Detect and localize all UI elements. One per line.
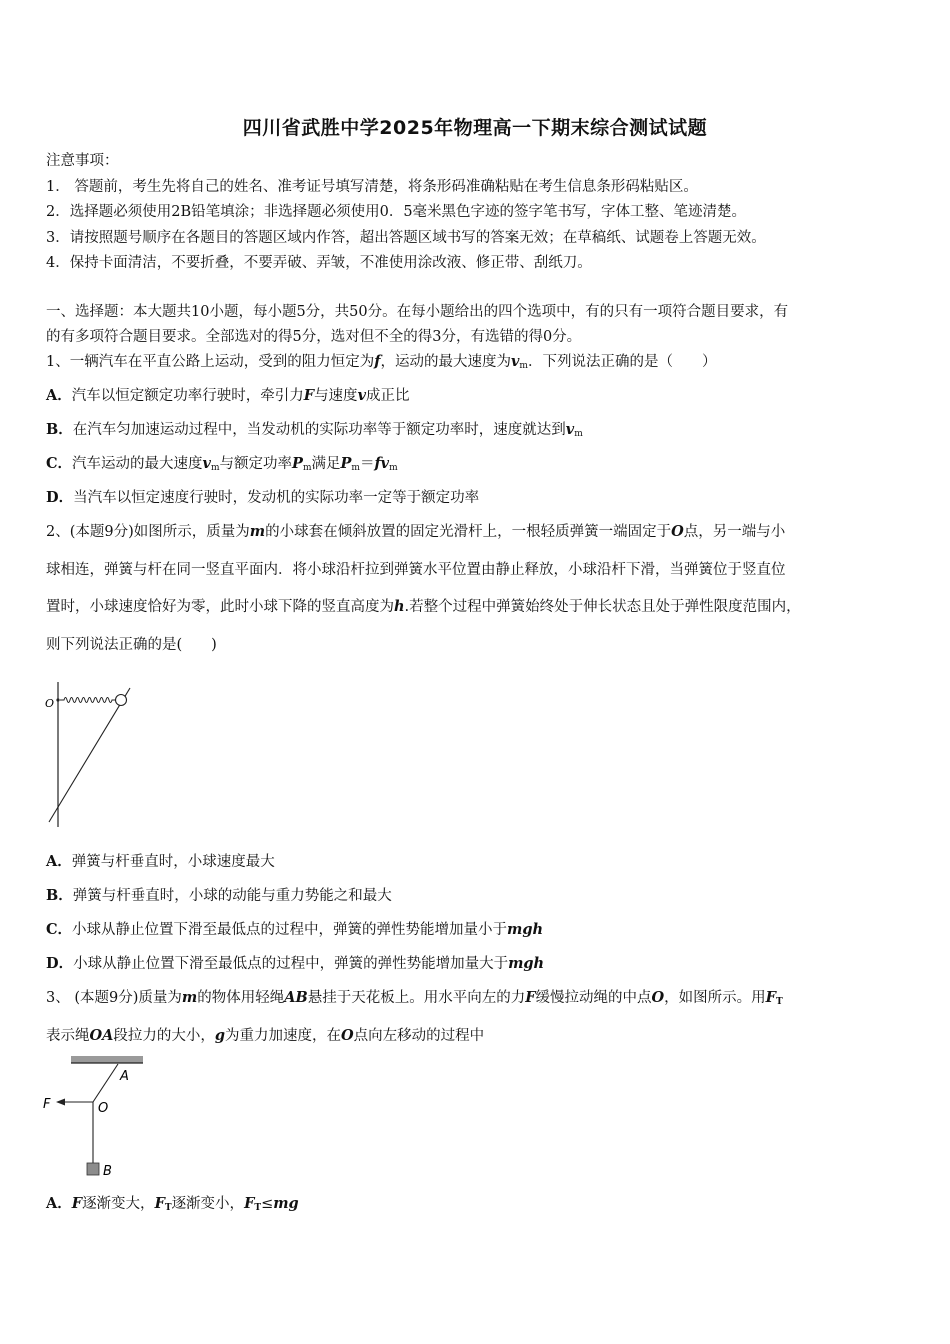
q2-a-text: 弹簧与杆垂直时，小球速度最大	[71, 854, 275, 870]
q2-l3-h: h	[394, 598, 405, 615]
q1-c-fv: fv	[374, 455, 390, 472]
q1-option-d	[46, 488, 916, 508]
section-intro-line-2: 的有多项符合题目要求。全部选对的得5分，选对但不全的得3分，有选错的得0分。	[46, 329, 582, 345]
q1-c-text-2: 与额定功率	[219, 456, 293, 472]
q3-l1-a: 3、 (本题9分)质量为	[46, 990, 182, 1006]
q2-O-point	[56, 698, 59, 701]
q1-c-text-1: 汽车运动的最大速度	[72, 456, 203, 472]
q1-stem-m: m	[519, 361, 528, 371]
q3-fig-O-label: O	[98, 1101, 109, 1116]
q3-l1-O: O	[651, 989, 665, 1006]
notice-item-2: 2．选择题必须使用2B铅笔填涂；非选择题必须使用0．5毫米黑色字迹的签字笔书写，字体工整、笔迹清楚。	[46, 204, 747, 220]
q1-b-m: m	[574, 429, 583, 439]
q1-option-c-label: C．	[46, 455, 73, 472]
q3-ceiling	[71, 1056, 143, 1063]
q3-l2-a: 表示绳	[46, 1028, 90, 1044]
q1-c-text-3: 满足	[311, 456, 341, 472]
q2-option-b	[46, 886, 916, 906]
q3-fig-F-label: F	[43, 1097, 51, 1112]
q2-l1-b: 的小球套在倾斜放置的固定光滑杆上，一根轻质弹簧一端固定于	[265, 524, 672, 540]
q3-stem-line-1	[46, 988, 916, 1012]
q2-l1-c: 点，另一端与小	[683, 524, 786, 540]
notice-heading: 注意事项：	[46, 153, 119, 169]
q2-l1-m: m	[249, 523, 266, 540]
q1-c-pm: m	[302, 463, 312, 473]
q3-l1-b: 的物体用轻绳	[197, 990, 285, 1006]
q3-a-F: F	[71, 1195, 83, 1212]
q3-option-a-label: A．	[46, 1195, 72, 1212]
q2-stem-line-2: 球相连，弹簧与杆在同一竖直平面内．将小球沿杆拉到弹簧水平位置由静止释放，小球沿杆下滑，当弹簧位于竖直位	[46, 562, 786, 578]
q2-stem-line-1	[46, 522, 916, 542]
q3-l2-O: O	[341, 1027, 354, 1044]
q3-l1-e: ，如图所示。用	[664, 990, 766, 1006]
q1-b-text-1: 在汽车匀加速运动过程中，当发动机的实际功率等于额定功率时，速度就达到	[72, 422, 566, 438]
q2-option-b-label: B．	[46, 887, 73, 904]
q1-stem	[46, 352, 916, 376]
q1-c-m2: m	[389, 463, 398, 473]
q3-a-T: T	[164, 1203, 172, 1213]
q1-c-P2: P	[340, 455, 352, 472]
q1-a-F: F	[303, 387, 315, 404]
q1-option-c	[46, 454, 916, 478]
q3-l1-T: T	[775, 997, 783, 1007]
q1-c-v: v	[202, 455, 211, 472]
q3-l1-c: 悬挂于天花板上。用水平向左的力	[307, 990, 526, 1006]
q3-stem-line-2	[46, 1026, 916, 1046]
q1-c-eq: ＝	[359, 456, 375, 472]
q1-b-v: v	[565, 421, 575, 438]
q3-l1-AB: AB	[284, 989, 308, 1006]
q3-l1-d: 缓慢拉动绳的中点	[535, 990, 652, 1006]
q2-spring	[60, 698, 115, 703]
q2-stem-line-3	[46, 597, 916, 617]
q1-stem-v: v	[510, 353, 520, 370]
q2-ball	[116, 695, 127, 706]
q1-a-text-3: 成正比	[366, 388, 410, 404]
q3-l1-FT: F	[765, 989, 776, 1006]
q2-option-a	[46, 852, 916, 872]
q3-l2-c: 为重力加速度，在	[225, 1028, 342, 1044]
notice-item-1: 1． 答题前，考生先将自己的姓名、准考证号填写清楚，将条形码准确粘贴在考生信息条形码粘贴区。	[46, 179, 698, 195]
q3-block-B	[87, 1163, 99, 1175]
q2-option-c-label: C．	[46, 921, 73, 938]
q3-figure	[38, 1052, 158, 1182]
q3-a-T2: T	[254, 1203, 262, 1213]
q3-l2-g: g	[214, 1027, 226, 1044]
q1-stem-f: f	[374, 353, 381, 370]
q1-a-text-2: 与速度	[314, 388, 358, 404]
q3-fig-B-label: B	[103, 1164, 112, 1179]
q3-fig-A-label: A	[120, 1069, 129, 1084]
q2-option-a-label: A．	[46, 853, 72, 870]
q2-option-d	[46, 954, 916, 974]
exam-title: 四川省武胜中学2025年物理高一下期末综合测试试题	[242, 117, 708, 139]
q3-option-a	[46, 1194, 916, 1218]
section-intro-line-1: 一、选择题：本大题共10小题，每小题5分，共50分。在每小题给出的四个选项中，有的只有一项符合题目要求，有	[46, 304, 789, 320]
q1-option-b	[46, 420, 916, 444]
q1-stem-text-b: ，运动的最大速度为	[380, 354, 511, 370]
q3-arrow-head	[56, 1099, 65, 1106]
q2-d-text: 小球从静止位置下滑至最低点的过程中，弹簧的弹性势能增加量大于	[73, 956, 509, 972]
q1-c-pm2: m	[351, 463, 360, 473]
q2-fig-O-label: O	[45, 697, 55, 710]
q1-stem-text-c: ．下列说法正确的是（ ）	[527, 354, 717, 370]
q3-a-le: ≤	[261, 1196, 274, 1212]
q1-option-a-label: A．	[46, 387, 72, 404]
notice-item-4: 4．保持卡面清洁，不要折叠，不要弄破、弄皱，不准使用涂改液、修正带、刮纸刀。	[46, 255, 592, 271]
q3-l1-F: F	[525, 989, 536, 1006]
q3-a-mg: mg	[273, 1195, 299, 1212]
q2-c-text: 小球从静止位置下滑至最低点的过程中，弹簧的弹性势能增加量小于	[72, 922, 508, 938]
q1-a-v: v	[357, 387, 366, 404]
q2-d-mgh: mgh	[508, 955, 545, 972]
q3-a-text-2: 逐渐变小，	[171, 1196, 245, 1212]
q1-a-text-1: 汽车以恒定额定功率行驶时，牵引力	[71, 388, 304, 404]
q2-option-c	[46, 920, 916, 940]
q3-a-FT2: F	[244, 1195, 255, 1212]
q3-l2-d: 点向左移动的过程中	[353, 1028, 485, 1044]
q1-stem-text-a: 1、一辆汽车在平直公路上运动，受到的阻力恒定为	[46, 354, 375, 370]
q2-l1-a: 2、(本题9分)如图所示，质量为	[46, 524, 250, 540]
q1-c-m: m	[210, 463, 220, 473]
q1-option-a	[46, 386, 916, 406]
q3-a-FT: F	[154, 1195, 165, 1212]
q2-figure	[40, 682, 140, 832]
q2-option-d-label: D．	[46, 955, 74, 972]
q1-c-P: P	[292, 455, 303, 472]
q3-l2-b: 段拉力的大小，	[113, 1028, 215, 1044]
notice-item-3: 3．请按照题号顺序在各题目的答题区域内作答，超出答题区域书写的答案无效；在草稿纸、试题卷上答题无效。	[46, 230, 766, 246]
q2-l3-b: .若整个过程中弹簧始终处于伸长状态且处于弹性限度范围内，	[404, 599, 801, 615]
q1-option-b-label: B．	[46, 421, 73, 438]
q2-l3-a: 置时，小球速度恰好为零，此时小球下降的竖直高度为	[46, 599, 394, 615]
q2-c-mgh: mgh	[507, 921, 544, 938]
q2-stem-line-4: 则下列说法正确的是( )	[46, 637, 217, 653]
q3-l1-m: m	[181, 989, 198, 1006]
q3-rope-OA	[93, 1064, 118, 1102]
q2-incline-rod	[49, 688, 130, 822]
q1-option-d-label: D．	[46, 489, 74, 506]
q3-a-text-1: 逐渐变大，	[82, 1196, 155, 1212]
q2-l1-O: O	[671, 523, 684, 540]
q3-l2-OA: OA	[89, 1027, 114, 1044]
q1-d-text: 当汽车以恒定速度行驶时，发动机的实际功率一定等于额定功率	[73, 490, 480, 506]
q2-b-text: 弹簧与杆垂直时，小球的动能与重力势能之和最大	[72, 888, 392, 904]
